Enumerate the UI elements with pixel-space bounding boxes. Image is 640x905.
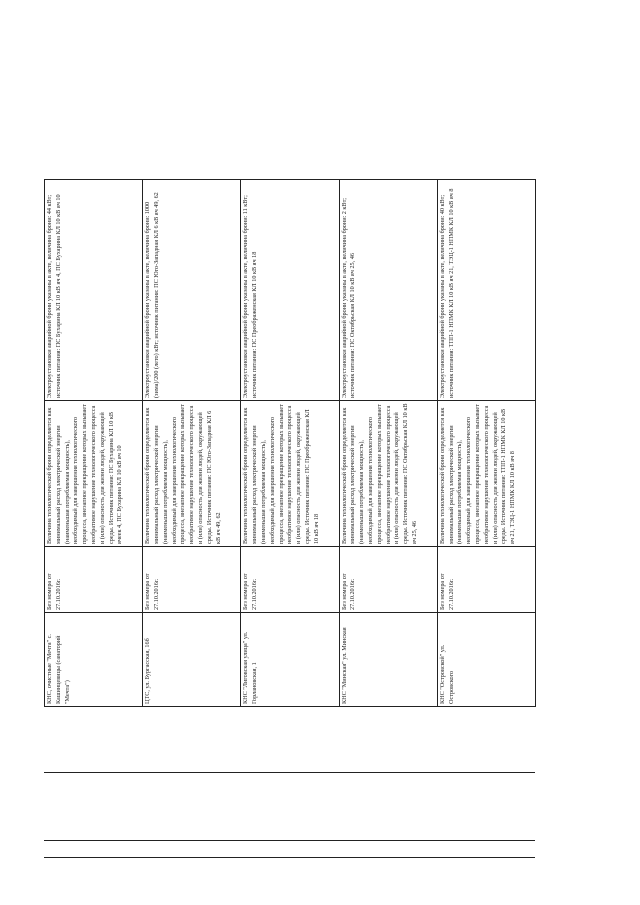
cell-emergency-reserve: Электроустановки аварийной брони указаны в акте, величина брони: 40 кВт; источник питания: ТПП-1 НПМК КЛ 10 кВ яч 21, ТЭЦ-1 НПМК КЛ 10 кВ яч 8 bbox=[437, 180, 535, 401]
cell-act-number: Без номера от 27.10.2016г. bbox=[339, 547, 437, 613]
cell-emergency-reserve: Электроустановки аварийной брони указаны в акте, величина брони: 2 кВт; источник питания: ПС Октябрьская КЛ 10 кВ яч 25, 46 bbox=[339, 180, 437, 401]
cell-act-number: Без номера от 27.10.2016г. bbox=[143, 547, 241, 613]
emergency-reserve-table bbox=[44, 179, 536, 707]
cell-emergency-reserve: Электроустановки аварийной брони указаны в акте, величина брони: 44 кВт; источник питания: ПС Бухарина КЛ 10 кВ яч 4, ПС Бухарина КЛ 10 кВ яч 10 bbox=[45, 180, 143, 401]
cell-emergency-reserve: Электроустановки аварийной брони указаны в акте, величина брони: 1000 (зима)/200 (лето) кВт; источник питания: ПС Юго-Западная КЛ 6 кВ яч 49, 62 bbox=[143, 180, 241, 401]
horizontal-rule bbox=[44, 840, 535, 841]
horizontal-rule bbox=[44, 857, 535, 858]
table-row bbox=[339, 180, 437, 707]
cell-object: ЦТС, ул. Бургасская, 16б bbox=[143, 613, 241, 707]
table-row bbox=[437, 180, 535, 707]
cell-object: КНС "Лиговская улица" ул. Горлановская, 1 bbox=[241, 613, 339, 707]
cell-act-number: Без номера от 27.10.2016г. bbox=[45, 547, 143, 613]
cell-tech-reserve: Величина технологической брони определяется как минимальный расход электрической энергии (наименьшая потребляемая мощность), необходимый для завершения технологического процесса, внезапное прекращение которых вызывает необратимое нарушение технологического процесса и (или) опасность для жизни людей, окружающей среды. Источник питания: ПС Преображенская КЛ 10 кВ яч 18 bbox=[241, 401, 339, 547]
table-wrapper-rotated bbox=[44, 180, 571, 704]
cell-tech-reserve: Величина технологической брони определяется как минимальный расход электрической энергии (наименьшая потребляемая мощность), необходимый для завершения технологического процесса, внезапное прекращение которых вызывает необратимое нарушение технологического процесса и (или) опасность для жизни людей, окружающей среды. Источник питания: ПС Бухарина КЛ 10 кВ ячеек 4, ПС Бухарина КЛ 10 кВ яч 10 bbox=[45, 401, 143, 547]
table-row bbox=[45, 180, 143, 707]
cell-object: КНС, очистные "Мечта" с. Кашинцевицы (санаторий "Мечта") bbox=[45, 613, 143, 707]
table-rotation-frame bbox=[44, 180, 536, 707]
cell-tech-reserve: Величина технологической брони определяется как минимальный расход электрической энергии (наименьшая потребляемая мощность), необходимый для завершения технологического процесса, внезапное прекращение которых вызывает необратимое нарушение технологического процесса и (или) опасность для жизни людей, окружающей среды. Источник питания: ТПП-1 НПМК КЛ 10 кВ яч 21, ТЭЦ-1 НПМК КЛ 10 кВ яч 8 bbox=[437, 401, 535, 547]
cell-act-number: Без номера от 27.10.2016г. bbox=[241, 547, 339, 613]
cell-tech-reserve: Величина технологической брони определяется как минимальный расход электрической энергии (наименьшая потребляемая мощность), необходимый для завершения технологического процесса, внезапное прекращение которых вызывает необратимое нарушение технологического процесса и (или) опасность для жизни людей, окружающей среды. Источник питания: ПС Юго-Западная КЛ 6 кВ яч 49, 62 bbox=[143, 401, 241, 547]
table-row bbox=[143, 180, 241, 707]
cell-emergency-reserve: Электроустановки аварийной брони указаны в акте, величина брони: 11 кВт; источник питания: ПС Преображенская КЛ 10 кВ яч 18 bbox=[241, 180, 339, 401]
cell-tech-reserve: Величина технологической брони определяется как минимальный расход электрической энергии (наименьшая потребляемая мощность), необходимый для завершения технологического процесса, внезапное прекращение которых вызывает необратимое нарушение технологического процесса и (или) опасность для жизни людей, окружающей среды. Источник питания: ПС Октябрьская КЛ 10 кВ яч 25, 46 bbox=[339, 401, 437, 547]
cell-object: КНС "Минская" ул. Минская bbox=[339, 613, 437, 707]
cell-object: КНС "Островской" ул. Островского bbox=[437, 613, 535, 707]
horizontal-rule bbox=[44, 772, 535, 773]
table-row bbox=[241, 180, 339, 707]
cell-act-number: Без номера от 27.10.2016г. bbox=[437, 547, 535, 613]
